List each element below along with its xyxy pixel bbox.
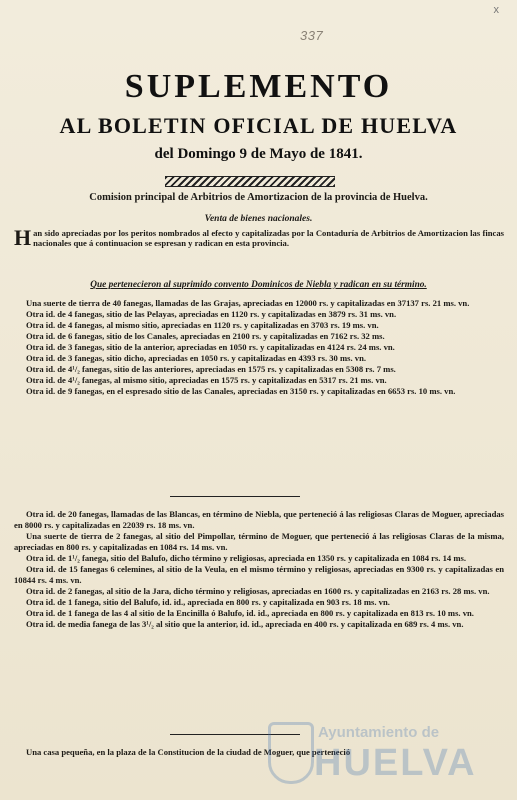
watermark-line-1: Ayuntamiento de	[318, 724, 440, 741]
entry: Otra id. de media fanega de las 3¹/₂ al sitio que la anterior, id. id., apreciada en 400 rs. y capitalizada en 689 rs. 4 ms. vn.	[26, 619, 464, 629]
entry: Otra id. de 3 fanegas, sitio de la anterior, apreciadas en 1050 rs. y capitalizadas en 4124 rs. 24 ms. vn.	[26, 342, 395, 352]
document-date: del Domingo 9 de Mayo de 1841.	[154, 146, 363, 162]
section-heading: Que pertenecieron al suprimido convento Dominicos de Niebla y radican en su término.	[90, 280, 427, 290]
archive-watermark	[268, 712, 508, 792]
entry: Otra id. de 2 fanegas, al sitio de la Jara, dicho término y religiosas, apreciadas en 1600 rs. y capitalizadas en 2163 rs. 28 ms. vn.	[26, 586, 490, 596]
entry: Otra id. de 9 fanegas, en el espresado sitio de las Canales, apreciadas en 3150 rs. y capitalizadas en 6653 rs. 10 ms. vn.	[26, 386, 456, 396]
commission-heading: Comision principal de Arbitrios de Amortizacion de la provincia de Huelva.	[89, 192, 428, 203]
shield-icon	[268, 722, 314, 784]
entry: Otra id. de 3 fanegas, sitio dicho, apreciadas en 1050 rs. y capitalizadas en 4393 rs. 30 ms. vn.	[26, 353, 367, 363]
page-number: 337	[300, 28, 324, 43]
watermark-line-2: HUELVA	[314, 742, 477, 784]
entry: Una suerte de tierra de 40 fanegas, llamadas de las Grajas, apreciadas en 12000 rs. y capitalizadas en 37137 rs. 21 ms. vn.	[26, 298, 470, 308]
document-title: SUPLEMENTO	[124, 68, 393, 105]
intro-paragraph	[14, 225, 504, 250]
sale-subheading: Venta de bienes nacionales.	[204, 214, 313, 224]
entry: Una suerte de tierra de 2 fanegas, al sitio del Pimpollar, término de Moguer, que perteneció á las religiosas Claras de la misma, apreciadas en 800 rs. y capitalizadas en 1084 rs. 14 ms. vn.	[14, 531, 504, 552]
dropcap: H	[14, 225, 32, 250]
entry: Otra id. de 1 fanega, sitio del Balufo, id. id., apreciada en 800 rs. y capitalizada en 903 rs. 18 ms. vn.	[26, 597, 390, 607]
entry: Otra id. de 4 fanegas, sitio de las Pelayas, apreciadas en 1120 rs. y capitalizadas en 3879 rs. 31 ms. vn.	[26, 309, 397, 319]
ornament-divider	[165, 176, 335, 187]
entry: Una casa pequeña, en la plaza de la Constitucion de la ciudad de Moguer, que perteneció	[26, 747, 351, 757]
entry: Otra id. de 4¹/₂ fanegas, al mismo sitio, apreciadas en 1575 rs. y capitalizadas en 5317 rs. 21 ms. vn.	[26, 375, 387, 385]
document-subtitle: AL BOLETIN OFICIAL DE HUELVA	[59, 113, 458, 138]
entry: Otra id. de 4 fanegas, al mismo sitio, apreciadas en 1120 rs. y capitalizadas en 3703 rs. 19 ms. vn.	[26, 320, 379, 330]
corner-mark: x	[493, 4, 499, 16]
entry: Otra id. de 20 fanegas, llamadas de las Blancas, en término de Niebla, que perteneció á las religiosas Claras de Moguer, apreciadas en 8000 rs. y capitalizadas en 22039 rs. 18 ms. vn.	[14, 509, 504, 530]
intro-text: an sido apreciadas por los peritos nombrados al efecto y capitalizadas por la Contaduría de Arbitrios de Amortizacion las fincas nacionales que á continuacion se espresan y radican en esta provincia.	[33, 228, 504, 249]
entry: Otra id. de 1¹/₂ fanega, sitio del Balufo, dicho término y religiosas, apreciada en 1350 rs. y capitalizada en 1084 rs. 14 ms.	[26, 553, 467, 563]
entry: Otra id. de 6 fanegas, sitio de los Canales, apreciadas en 2100 rs. y capitalizadas en 7162 rs. 32 ms.	[26, 331, 385, 341]
entry: Otra id. de 15 fanegas 6 celemines, al sitio de la Veula, en el mismo término y religiosas, apreciadas en 9300 rs. y capitalizadas en 10844 rs. 4 ms. vn.	[14, 564, 504, 585]
entries-group-niebla	[14, 298, 504, 397]
entry: Otra id. de 4¹/₂ fanegas, sitio de las anteriores, apreciadas en 1575 rs. y capitalizadas en 5308 rs. 7 ms.	[26, 364, 396, 374]
section-divider	[170, 496, 300, 497]
entry: Otra id. de 1 fanega de las 4 al sitio de la Encinilla ó Balufo, id. id., apreciada en 800 rs. y capitalizada en 813 rs. 10 ms. vn.	[26, 608, 474, 618]
entries-group-moguer	[14, 509, 504, 630]
